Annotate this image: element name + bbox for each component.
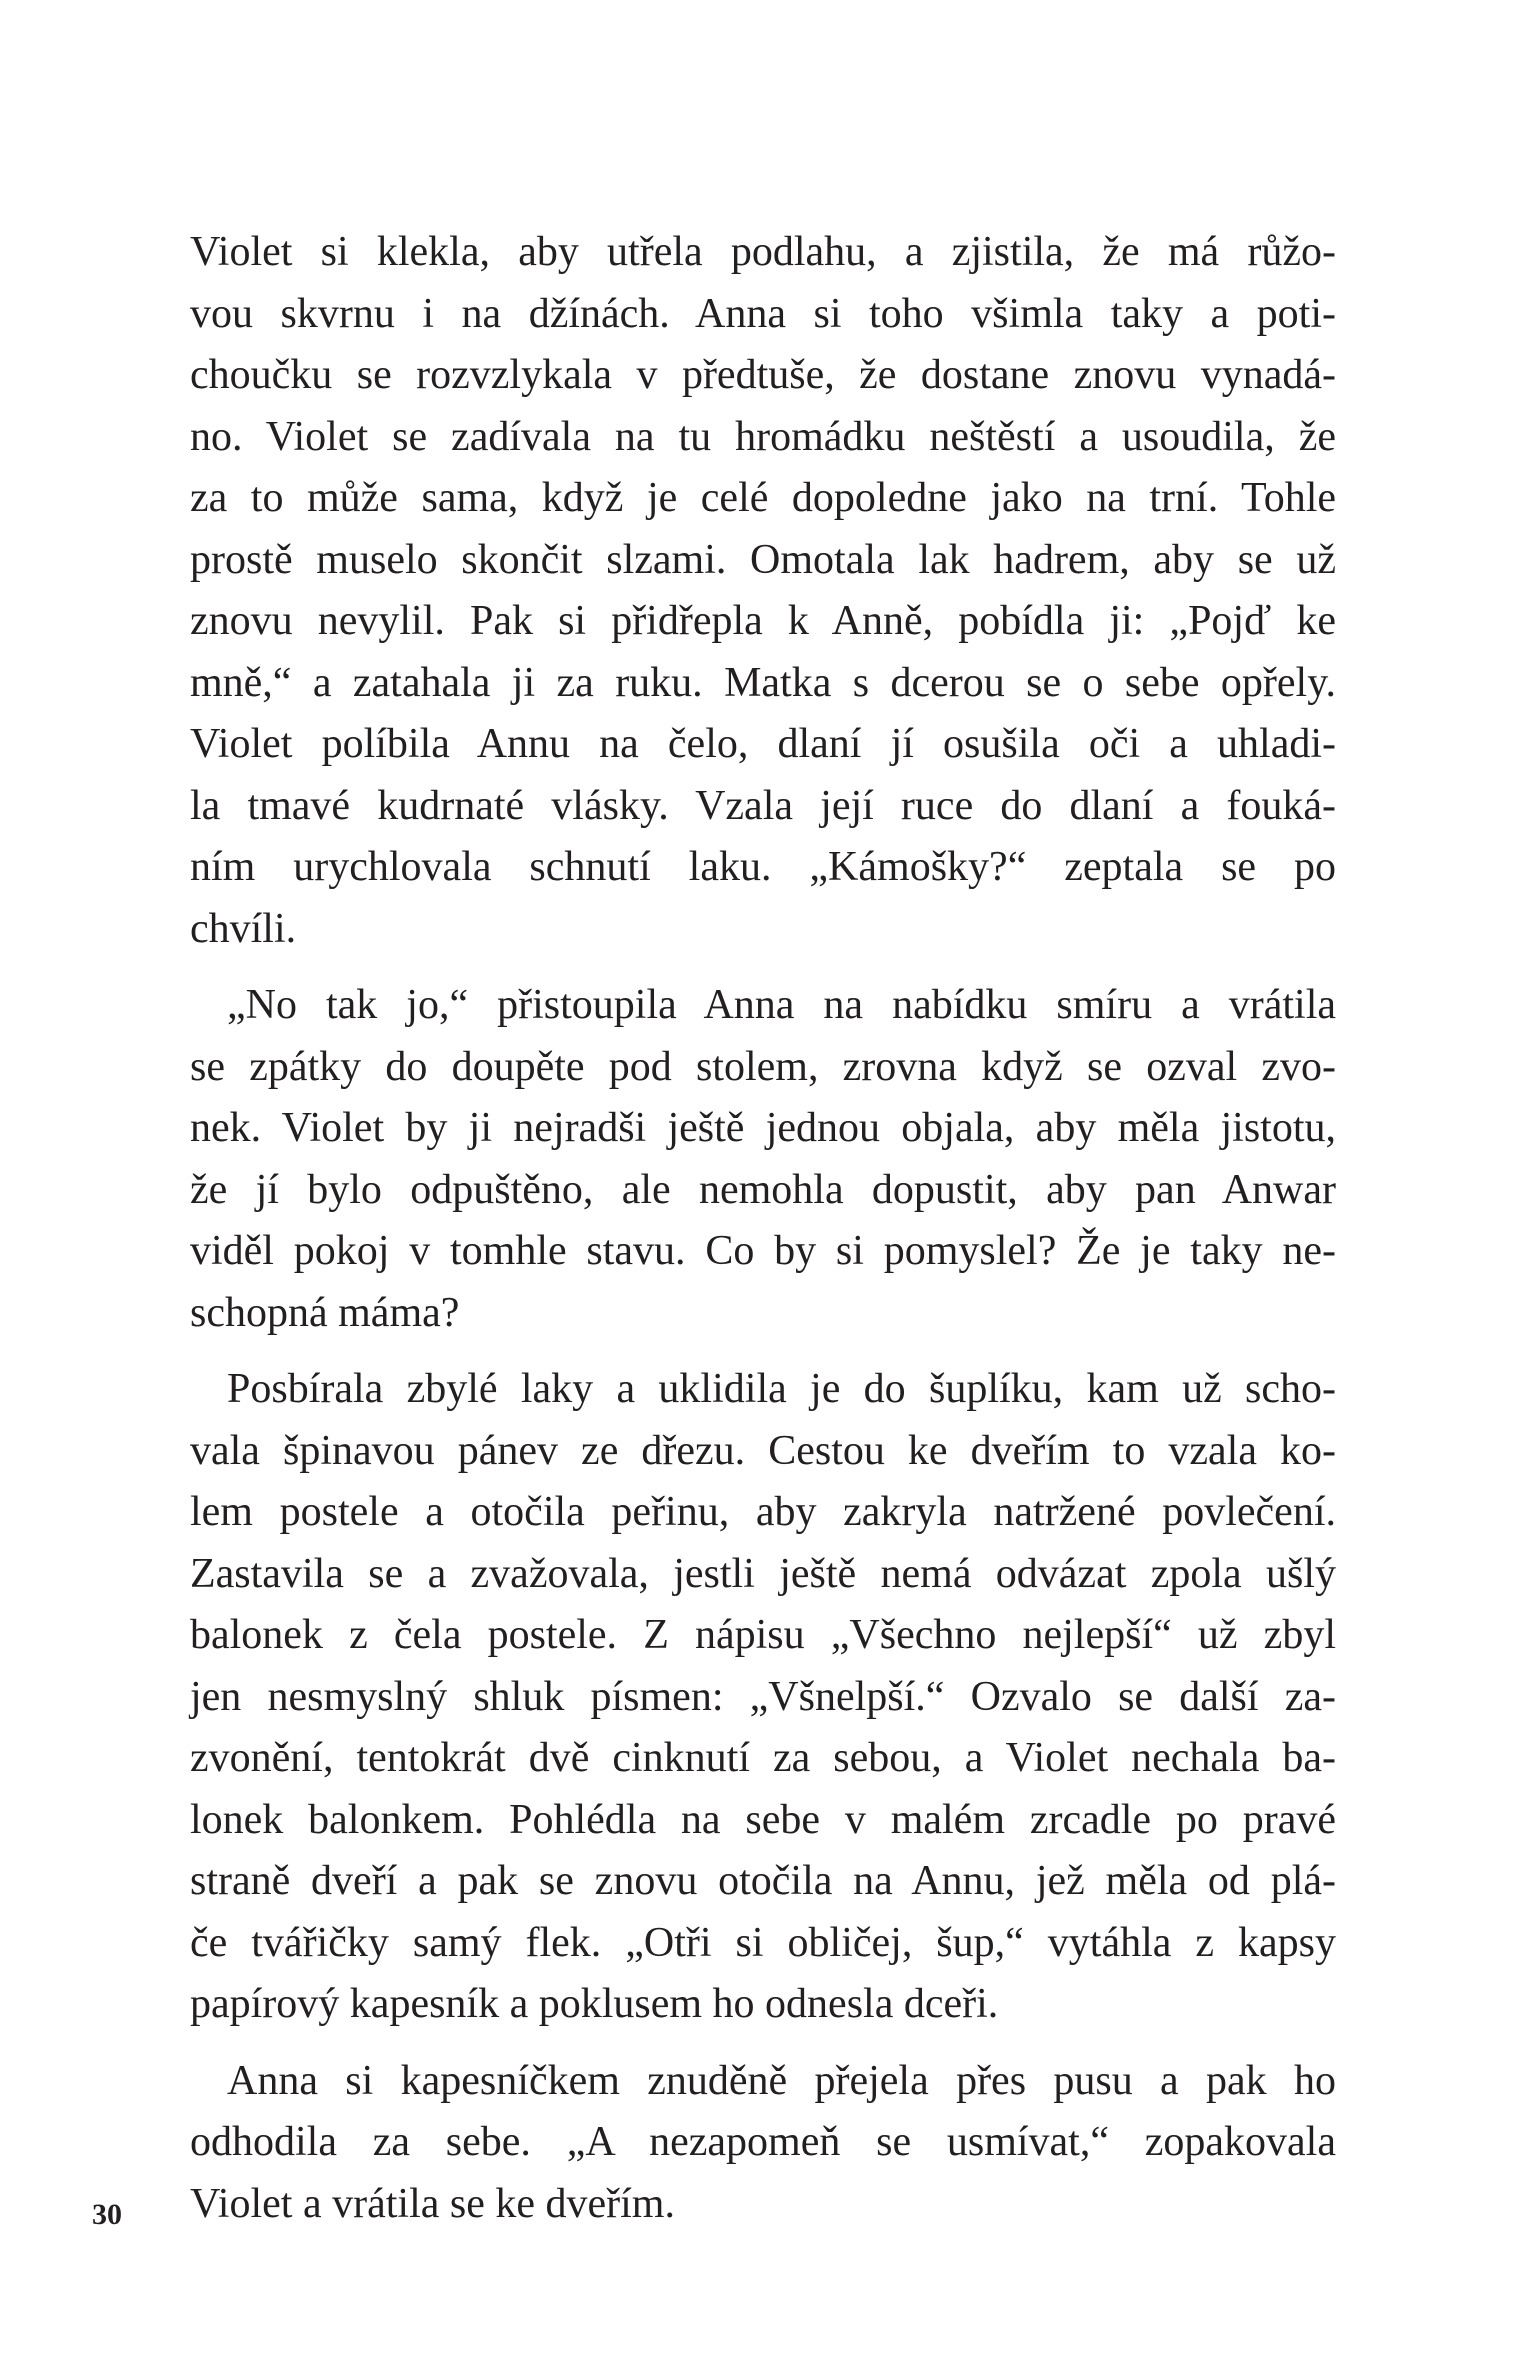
paragraph [190,222,1336,960]
text-line: za to může sama, když je celé dopoledne jako na trní. Tohle [190,475,1336,521]
paragraph-gap [190,2036,1336,2051]
text-line: choučku se rozvzlykala v předtuše, že dostane znovu vynadá- [190,352,1336,398]
text-line: lem postele a otočila peřinu, aby zakryla natržené povlečení. [190,1489,1336,1535]
text-line: viděl pokoj v tomhle stavu. Co by si pomyslel? Že je taky ne- [190,1228,1336,1274]
text-line: vala špinavou pánev ze dřezu. Cestou ke dveřím to vzala ko- [190,1427,1336,1474]
paragraph [190,1359,1336,2036]
text-line: že jí bylo odpuštěno, ale nemohla dopustit, aby pan Anwar [190,1166,1336,1213]
text-line: balonek z čela postele. Z nápisu „Všechno nejlepší“ už zbyl [190,1612,1336,1658]
text-line: če tvářičky samý flek. „Otři si obličej, šup,“ vytáhla z kapsy [190,1919,1336,1966]
text-line: lonek balonkem. Pohlédla na sebe v malém zrcadle po pravé [190,1796,1336,1843]
body-text [190,222,1336,2235]
text-line: Posbírala zbylé laky a uklidila je do šuplíku, kam už scho- [227,1366,1336,1412]
text-line: „No tak jo,“ přistoupila Anna na nabídku smíru a vrátila [227,982,1336,1028]
text-line: Violet políbila Annu na čelo, dlaní jí osušila oči a uhladi- [190,721,1336,767]
paragraph [190,2051,1336,2236]
text-line: chvíli. [190,905,297,952]
text-line: znovu nevylil. Pak si přidřepla k Anně, pobídla ji: „Pojď ke [190,598,1336,644]
text-line: papírový kapesník a poklusem ho odnesla dceři. [190,1981,999,2027]
text-line: Violet a vrátila se ke dveřím. [190,2180,675,2227]
text-line: odhodila za sebe. „A nezapomeň se usmívat,“ zopakovala [190,2119,1336,2165]
paragraph [190,975,1336,1344]
text-line: no. Violet se zadívala na tu hromádku neštěstí a usoudila, že [190,413,1336,460]
paragraph-gap [190,960,1336,975]
text-line: la tmavé kudrnaté vlásky. Vzala její ruce do dlaní a fouká- [190,782,1336,829]
text-line: Anna si kapesníčkem znuděně přejela přes pusu a pak ho [227,2057,1336,2104]
text-line: mně,“ a zatahala ji za ruku. Matka s dcerou se o sebe opřely. [190,659,1336,706]
text-line: jen nesmyslný shluk písmen: „Všnelpší.“ Ozvalo se další za- [190,1673,1336,1720]
page-number: 30 [92,2198,122,2231]
paragraph-gap [190,1344,1336,1359]
text-line: straně dveří a pak se znovu otočila na Annu, jež měla od plá- [190,1858,1336,1904]
text-line: se zpátky do doupěte pod stolem, zrovna když se ozval zvo- [190,1043,1336,1090]
text-line: ním urychlovala schnutí laku. „Kámošky?“ zeptala se po [190,844,1336,890]
text-line: prostě muselo skončit slzami. Omotala lak hadrem, aby se už [190,536,1336,583]
text-line: Violet si klekla, aby utřela podlahu, a zjistila, že má růžo- [190,229,1336,275]
text-line: nek. Violet by ji nejradši ještě jednou objala, aby měla jistotu, [190,1105,1336,1151]
text-line: zvonění, tentokrát dvě cinknutí za sebou, a Violet nechala ba- [190,1735,1336,1781]
text-line: vou skvrnu i na džínách. Anna si toho všimla taky a poti- [190,290,1336,337]
text-line: Zastavila se a zvažovala, jestli ještě nemá odvázat zpola ušlý [190,1550,1336,1597]
text-line: schopná máma? [190,1289,460,1336]
